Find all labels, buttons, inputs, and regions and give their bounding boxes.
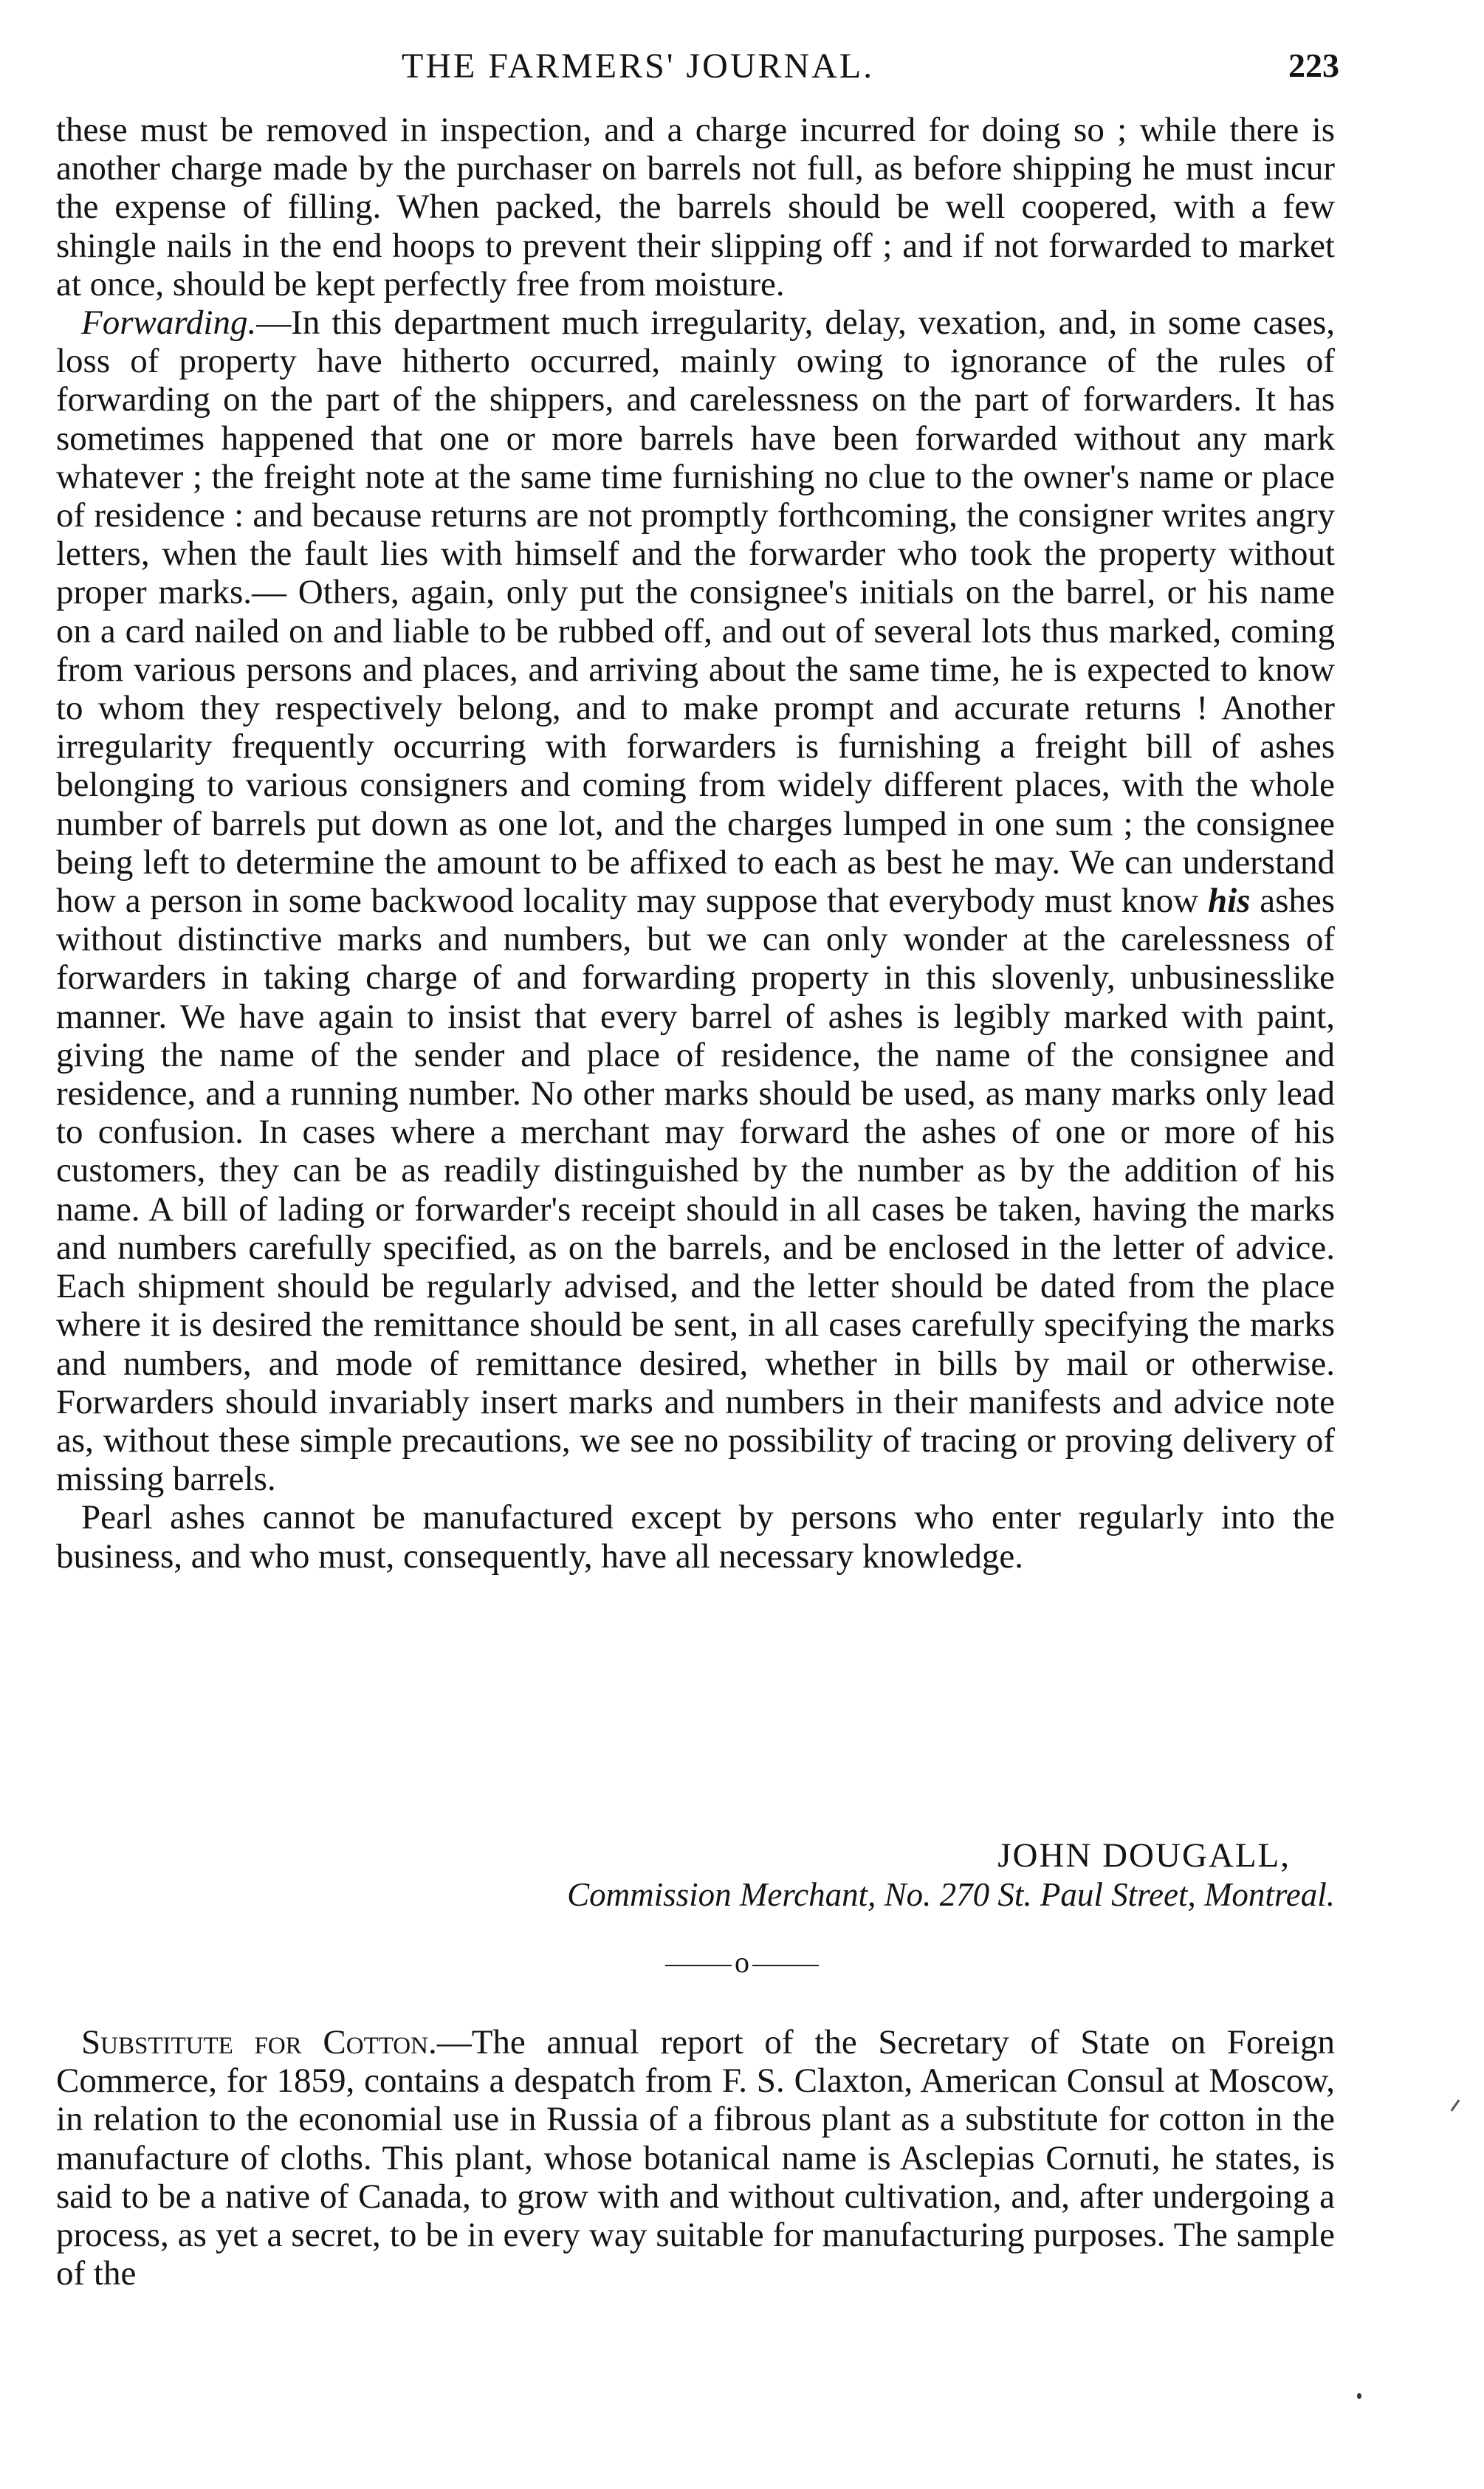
forwarding-heading: Forwarding. xyxy=(81,303,257,343)
page-number: 223 xyxy=(1288,47,1339,84)
divider-mark: o xyxy=(735,1946,749,1979)
paragraph-forwarding xyxy=(56,303,1335,1498)
page-header xyxy=(55,46,1339,90)
cotton-heading: Substitute for Cotton. xyxy=(81,2023,437,2061)
forwarding-text-part1: —In this department much irregularity, delay, vexation, and, in some cases, loss of property have hitherto occurred, mainly owing to ignorance of the rules of forwarding on the part of the shippers, and carelessness on the part of forwarders. It has sometimes happened that one or more barrels have been forwarded without any mark whatever ; the freight note at the same time furnishing no clue to the owner's name or place of residence : and because returns are not promptly forthcoming, the consigner writes angry letters, when the fault lies with himself and the forwarder who took the property without proper marks.— Others, again, only put the consignee's initials on the barrel, or his name on a card nailed on and liable to be rubbed off, and out of several lots thus marked, coming from various persons and places, and arriving about the same time, he is expected to know to whom they respectively belong, and to make prompt and accurate returns ! Another irregularity frequently occurring with forwarders is furnishing a freight bill of ashes belonging to various consigners and coming from widely different places, with the whole number of barrels put down as one lot, and the charges lumped in one sum ; the consignee being left to determine the amount to be affixed to each as best he may. We can understand how a person in some backwood locality may suppose that everybody must know xyxy=(56,303,1335,921)
running-title: THE FARMERS' JOURNAL. xyxy=(402,47,875,86)
section-divider xyxy=(0,1948,1484,1977)
emphasis-his: his xyxy=(1207,882,1251,921)
signature-name: JOHN DOUGALL, xyxy=(997,1836,1291,1875)
pearl-ashes-text: Pearl ashes cannot be manufactured except by persons who enter regularly into the business, and who must, consequently, have all necessary knowledge. xyxy=(56,1498,1335,1576)
divider-rule-left xyxy=(665,1965,732,1966)
paragraph-packing xyxy=(56,111,1335,303)
signature-title: Commission Merchant, No. 270 St. Paul Street, Montreal. xyxy=(567,1876,1335,1913)
forwarding-text-part2: ashes without distinctive marks and numbers, but we can only wonder at the carelessness of forwarders in taking charge of and forwarding property in this slovenly, unbusinesslike manner. We have again to insist that every barrel of ashes is legibly marked with paint, giving the name of the sender and place of residence, the name of the consignee and residence, and a running number. No other marks should be used, as many marks only lead to confusion. In cases where a merchant may forward the ashes of one or more of his customers, they can be as readily distinguished by the number as by the addition of his name. A bill of lading or forwarder's receipt should in all cases be taken, having the marks and numbers carefully specified, as on the barrels, and be enclosed in the letter of advice. Each shipment should be regularly advised, and the letter should be dated from the place where it is desired the remittance should be sent, in all cases carefully specifying the marks and numbers, and mode of remittance desired, whether in bills by mail or otherwise. Forwarders should invariably insert marks and numbers in their manifests and advice note as, without these simple precautions, we see no possibility of tracing or proving delivery of missing barrels. xyxy=(56,882,1336,1499)
ink-speck xyxy=(1357,2393,1361,2399)
margin-pencil-mark xyxy=(1451,2099,1460,2111)
paragraph-pearl-ashes xyxy=(56,1498,1335,1575)
cotton-text: —The annual report of the Secretary of State on Foreign Commerce, for 1859, contains a despatch from F. S. Claxton, American Consul at Moscow, in relation to the economial use in Russia of a fibrous plant as a substitute for cotton in the manufacture of cloths. This plant, whose botanical name is Asclepias Cornuti, he states, is said to be a native of Canada, to grow with and without cultivation, and, after undergoing a process, as yet a secret, to be in every way suitable for manufacturing purposes. The sample of the xyxy=(56,2023,1335,2293)
article-substitute-for-cotton xyxy=(56,2023,1335,2293)
divider-rule-right xyxy=(752,1965,819,1966)
paragraph-cotton xyxy=(56,2023,1335,2293)
paragraph-packing-text: these must be removed in inspection, and a charge incurred for doing so ; while there is another charge made by the purchaser on barrels not full, as before shipping he must incur the expense of filling. When packed, the barrels should be well coopered, with a few shingle nails in the end hoops to prevent their slipping off ; and if not forwarded to market at once, should be kept perfectly free from moisture. xyxy=(56,111,1335,303)
article-ashes-forwarding xyxy=(56,111,1335,1576)
